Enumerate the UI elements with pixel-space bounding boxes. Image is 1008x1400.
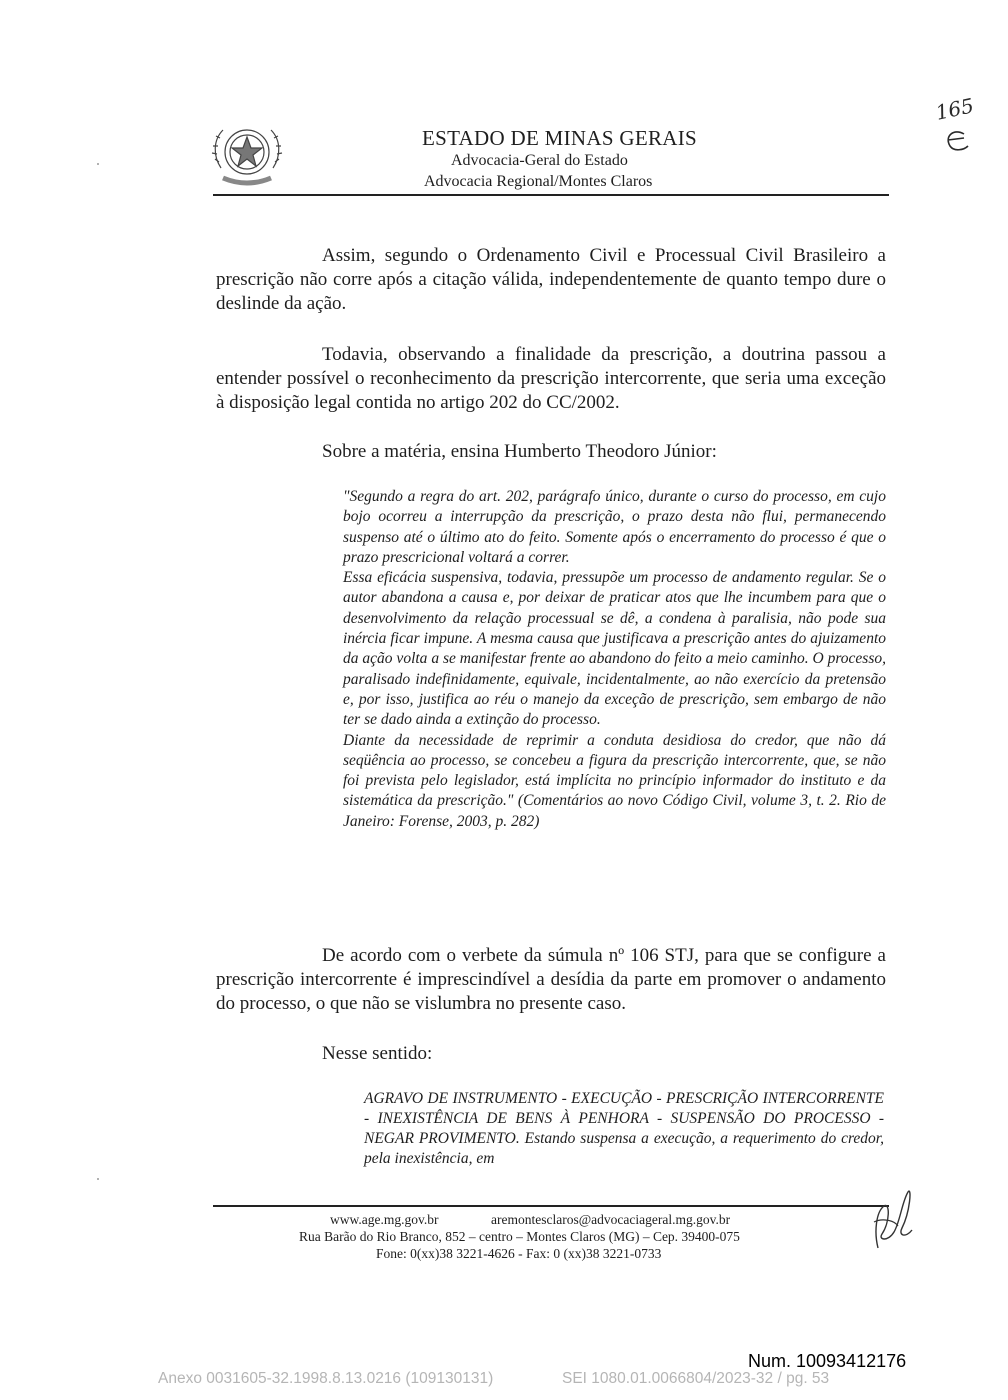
document-number: Num. 10093412176 — [748, 1351, 907, 1371]
footer-phone: Fone: 0(xx)38 3221-4626 - Fax: 0 (xx)38 3221-0733 — [376, 1246, 662, 1261]
header-agency: Advocacia-Geral do Estado — [451, 152, 628, 169]
paragraph-doctrine-intro: Sobre a matéria, ensina Humberto Theodoro Júnior: — [322, 441, 717, 462]
scan-speck — [97, 163, 99, 165]
annex-reference: Anexo 0031605-32.1998.8.13.0216 (109130131) — [158, 1370, 494, 1387]
header-title: ESTADO DE MINAS GERAIS — [422, 126, 698, 150]
handwritten-page-number — [930, 86, 980, 156]
quote-paragraph: "Segundo a regra do art. 202, parágrafo único, durante o curso do processo, em cujo bojo ocorreu a interrupção da prescrição, o prazo desta não flui, permanecendo suspenso até o último ato do feito. Somente após o encerramento do processo é que o prazo prescricional voltará a correr. — [343, 488, 886, 566]
footer-divider — [213, 1205, 889, 1207]
scan-speck — [97, 1178, 99, 1180]
header-regional-office: Advocacia Regional/Montes Claros — [424, 173, 653, 190]
paragraph-prescricao-intercorrente: Todavia, observando a finalidade da prescrição, a doutrina passou a entender possível o reconhecimento da prescrição intercorrente, que seria uma exceção à disposição legal contida no artigo 202 do CC/2002. — [216, 344, 886, 413]
sei-reference: SEI 1080.01.0066804/2023-32 / pg. 53 — [562, 1370, 830, 1387]
paragraph-prescricao-citacao: Assim, segundo o Ordenamento Civil e Processual Civil Brasileiro a prescrição não corre após a citação válida, independentemente de quanto tempo dure o deslinde da ação. — [216, 245, 886, 314]
handwritten-initials — [868, 1182, 918, 1254]
quote-paragraph: Diante da necessidade de reprimir a conduta desidiosa do credor, que não dá seqüência ao processo, se concebeu a figura da prescrição intercorrente, que, se não foi prevista pelo legislador, está implícita no princípio informador do instituto e da sistemática da prescrição." (Comentários ao novo Código Civil, volume 3, t. 2. Rio de Janeiro: Forense, 2003, p. 282) — [343, 731, 886, 830]
svg-text:165: 165 — [933, 93, 976, 125]
footer-email: aremontesclaros@advocaciageral.mg.gov.br — [491, 1212, 731, 1227]
footer-website: www.age.mg.gov.br — [330, 1212, 439, 1227]
footer-address: Rua Barão do Rio Branco, 852 – centro – Montes Claros (MG) – Cep. 39400-075 — [299, 1229, 740, 1244]
paragraph-sumula-106: De acordo com o verbete da súmula nº 106 STJ, para que se configure a prescrição intercorrente é imprescindível a desídia da parte em promover o andamento do processo, o que não se vislumbra no presente caso. — [216, 945, 886, 1014]
paragraph-nesse-sentido: Nesse sentido: — [322, 1043, 433, 1064]
jurisprudence-quote: AGRAVO DE INSTRUMENTO - EXECUÇÃO - PRESCRIÇÃO INTERCORRENTE - INEXISTÊNCIA DE BENS À PENHORA - SUSPENSÃO DO PROCESSO - NEGAR PROVIMENTO. Estando suspensa a execução, a requerimento do credor, pela inexistência, em — [364, 1090, 884, 1167]
header-divider — [213, 194, 889, 196]
doctrine-quote — [343, 487, 886, 832]
state-coat-of-arms-icon — [207, 118, 287, 190]
quote-paragraph: Essa eficácia suspensiva, todavia, pressupõe um processo de andamento regular. Se o autor abandona a causa e, por deixar de praticar atos que lhe incumbem para que o desenvolvimento da relação processual se dê, a condena à paralisia, não pode sua inércia ficar impune. A mesma causa que justificava a prescrição antes do ajuizamento da ação volta a se manifestar frente ao abandono do feito a meio caminho. O processo, paralisado indefinidamente, equivale, incidentalmente, ao não exercício da pretensão e, por isso, justifica ao réu o manejo da exceção de prescrição, sem embargo de não ter se dado ainda a extinção do processo. — [343, 569, 886, 729]
